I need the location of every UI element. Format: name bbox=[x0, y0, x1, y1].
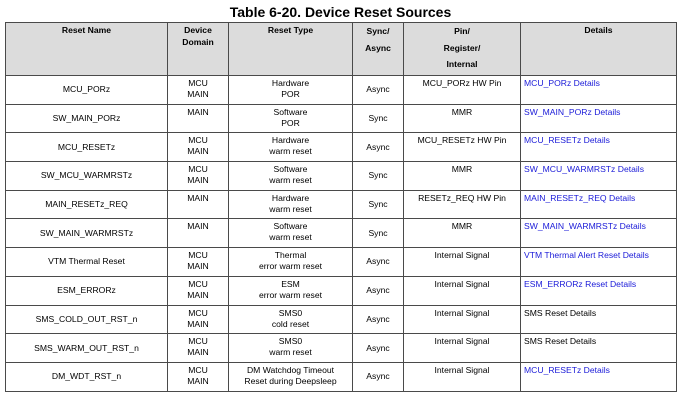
pin-register-cell: MCU_RESETz HW Pin bbox=[404, 133, 521, 162]
details-link[interactable]: VTM Thermal Alert Reset Details bbox=[524, 250, 649, 261]
reset-name-cell: MCU_PORz bbox=[6, 76, 168, 105]
sync-async-cell: Sync bbox=[353, 162, 404, 191]
device-domain-line: MAIN bbox=[187, 375, 209, 386]
device-domain-cell bbox=[168, 334, 229, 363]
details-link[interactable]: MAIN_RESETz_REQ Details bbox=[524, 192, 636, 203]
pin-register-cell: Internal Signal bbox=[404, 334, 521, 363]
device-domain-cell bbox=[168, 76, 229, 105]
device-domain-line: MAIN bbox=[187, 175, 209, 186]
reset-type-line: Thermal bbox=[274, 250, 307, 261]
reset-type-line: SMS0 bbox=[278, 336, 303, 347]
device-domain-line: MCU bbox=[188, 164, 208, 175]
sync-async-cell: Sync bbox=[353, 190, 404, 219]
pin-register-cell: Internal Signal bbox=[404, 248, 521, 277]
reset-type-line: warm reset bbox=[269, 203, 312, 214]
details-cell bbox=[521, 219, 677, 248]
reset-type-line: cold reset bbox=[271, 318, 310, 329]
reset-type-line: POR bbox=[281, 89, 300, 99]
reset-type-cell bbox=[229, 219, 353, 248]
device-domain-cell bbox=[168, 219, 229, 248]
header-sync-line: Async bbox=[365, 42, 391, 53]
device-domain-cell bbox=[168, 190, 229, 219]
reset-name-cell: MAIN_RESETz_REQ bbox=[6, 190, 168, 219]
details-link[interactable]: SW_MAIN_WARMRSTz Details bbox=[524, 221, 646, 232]
details-link[interactable]: MCU_RESETz Details bbox=[524, 364, 610, 375]
header-domain-line: Device bbox=[184, 25, 212, 35]
reset-type-cell bbox=[229, 334, 353, 363]
reset-name-cell: MCU_RESETz bbox=[6, 133, 168, 162]
reset-type-cell bbox=[229, 76, 353, 105]
details-link[interactable]: MCU_PORz Details bbox=[524, 78, 600, 88]
table-row bbox=[6, 276, 677, 305]
details-text: SMS Reset Details bbox=[524, 336, 597, 347]
pin-register-cell: MCU_PORz HW Pin bbox=[404, 76, 521, 105]
header-device-domain bbox=[168, 23, 229, 76]
header-pin-register-internal bbox=[404, 23, 521, 76]
details-cell bbox=[521, 133, 677, 162]
reset-name-cell: SW_MAIN_PORz bbox=[6, 104, 168, 133]
reset-type-cell bbox=[229, 362, 353, 391]
device-domain-cell bbox=[168, 276, 229, 305]
reset-name-cell: SW_MCU_WARMRSTz bbox=[6, 162, 168, 191]
details-cell bbox=[521, 248, 677, 277]
reset-type-cell bbox=[229, 190, 353, 219]
reset-name-cell: DM_WDT_RST_n bbox=[6, 362, 168, 391]
reset-type-line: ESM bbox=[281, 278, 300, 289]
sync-async-cell: Async bbox=[353, 305, 404, 334]
reset-type-line: error warm reset bbox=[258, 261, 323, 272]
reset-name-cell: ESM_ERRORz bbox=[6, 276, 168, 305]
pin-register-cell: Internal Signal bbox=[404, 362, 521, 391]
reset-type-line: DM Watchdog Timeout bbox=[246, 364, 335, 375]
reset-type-line: Software bbox=[273, 221, 308, 232]
sync-async-cell: Sync bbox=[353, 104, 404, 133]
pin-register-cell: Internal Signal bbox=[404, 305, 521, 334]
pin-register-cell: MMR bbox=[404, 104, 521, 133]
reset-type-cell bbox=[229, 276, 353, 305]
table-row bbox=[6, 334, 677, 363]
pin-register-cell: MMR bbox=[404, 219, 521, 248]
sync-async-cell: Async bbox=[353, 248, 404, 277]
device-domain-line: MAIN bbox=[187, 146, 209, 157]
reset-name-cell: SMS_COLD_OUT_RST_n bbox=[6, 305, 168, 334]
device-domain-line: MAIN bbox=[187, 261, 209, 272]
pin-register-cell: Internal Signal bbox=[404, 276, 521, 305]
table-row bbox=[6, 248, 677, 277]
reset-type-line: Hardware bbox=[271, 78, 310, 88]
details-link[interactable]: SW_MCU_WARMRSTz Details bbox=[524, 164, 645, 175]
device-domain-cell bbox=[168, 162, 229, 191]
reset-type-line: warm reset bbox=[269, 232, 312, 243]
reset-sources-table bbox=[5, 22, 677, 392]
reset-name-cell: VTM Thermal Reset bbox=[6, 248, 168, 277]
details-cell bbox=[521, 362, 677, 391]
reset-type-line: warm reset bbox=[269, 146, 312, 157]
device-domain-line: MCU bbox=[188, 78, 208, 88]
header-pin-line: Register/ bbox=[443, 42, 481, 53]
reset-type-line: Software bbox=[273, 164, 308, 175]
sync-async-cell: Async bbox=[353, 76, 404, 105]
reset-type-line: Software bbox=[273, 106, 308, 117]
details-link[interactable]: ESM_ERRORz Reset Details bbox=[524, 278, 637, 289]
reset-type-line: Hardware bbox=[271, 135, 310, 146]
device-domain-line: MAIN bbox=[187, 106, 209, 117]
details-cell bbox=[521, 162, 677, 191]
sync-async-cell: Async bbox=[353, 334, 404, 363]
device-domain-line: MAIN bbox=[187, 289, 209, 300]
reset-type-cell bbox=[229, 305, 353, 334]
device-domain-cell bbox=[168, 104, 229, 133]
reset-name-cell: SW_MAIN_WARMRSTz bbox=[6, 219, 168, 248]
table-row bbox=[6, 190, 677, 219]
device-domain-cell bbox=[168, 248, 229, 277]
pin-register-cell: RESETz_REQ HW Pin bbox=[404, 190, 521, 219]
details-link[interactable]: MCU_RESETz Details bbox=[524, 135, 610, 146]
details-cell bbox=[521, 76, 677, 105]
sync-async-cell: Async bbox=[353, 133, 404, 162]
details-cell bbox=[521, 305, 677, 334]
header-sync-async bbox=[353, 23, 404, 76]
header-details: Details bbox=[521, 23, 677, 76]
sync-async-cell: Async bbox=[353, 276, 404, 305]
device-domain-line: MCU bbox=[188, 307, 208, 318]
reset-type-line: warm reset bbox=[269, 347, 312, 358]
table-row bbox=[6, 76, 677, 105]
device-domain-cell bbox=[168, 362, 229, 391]
table-row bbox=[6, 219, 677, 248]
device-domain-line: MCU bbox=[188, 135, 208, 146]
reset-type-line: warm reset bbox=[269, 175, 312, 186]
header-domain-line: Domain bbox=[182, 36, 214, 47]
device-domain-line: MCU bbox=[188, 250, 208, 261]
device-domain-line: MAIN bbox=[187, 89, 209, 99]
table-row bbox=[6, 162, 677, 191]
device-domain-line: MAIN bbox=[187, 318, 209, 329]
device-domain-line: MAIN bbox=[187, 347, 209, 358]
details-text: SMS Reset Details bbox=[524, 307, 597, 318]
pin-register-cell: MMR bbox=[404, 162, 521, 191]
table-row bbox=[6, 305, 677, 334]
table-row bbox=[6, 362, 677, 391]
device-domain-cell bbox=[168, 305, 229, 334]
reset-type-cell bbox=[229, 248, 353, 277]
device-domain-line: MCU bbox=[188, 336, 208, 347]
header-pin-line: Pin/ bbox=[454, 26, 470, 36]
table-row bbox=[6, 104, 677, 133]
reset-type-line: error warm reset bbox=[258, 289, 323, 300]
device-domain-line: MCU bbox=[188, 364, 208, 375]
details-cell bbox=[521, 276, 677, 305]
sync-async-cell: Async bbox=[353, 362, 404, 391]
details-cell bbox=[521, 190, 677, 219]
reset-type-line: SMS0 bbox=[278, 307, 303, 318]
table-title: Table 6-20. Device Reset Sources bbox=[229, 4, 452, 20]
details-cell bbox=[521, 104, 677, 133]
reset-name-cell: SMS_WARM_OUT_RST_n bbox=[6, 334, 168, 363]
device-domain-line: MCU bbox=[188, 278, 208, 289]
header-sync-line: Sync/ bbox=[366, 26, 390, 36]
reset-type-line: Hardware bbox=[271, 192, 310, 203]
details-cell bbox=[521, 334, 677, 363]
reset-type-line: POR bbox=[281, 117, 300, 128]
header-reset-name: Reset Name bbox=[6, 23, 168, 76]
table-row bbox=[6, 133, 677, 162]
header-reset-type: Reset Type bbox=[229, 23, 353, 76]
device-domain-cell bbox=[168, 133, 229, 162]
header-row bbox=[6, 23, 677, 76]
device-domain-line: MAIN bbox=[187, 192, 209, 203]
details-link[interactable]: SW_MAIN_PORz Details bbox=[524, 106, 621, 117]
device-domain-line: MAIN bbox=[187, 221, 209, 232]
sync-async-cell: Sync bbox=[353, 219, 404, 248]
reset-type-cell bbox=[229, 133, 353, 162]
reset-type-cell bbox=[229, 104, 353, 133]
reset-type-line: Reset during Deepsleep bbox=[244, 375, 337, 386]
table-body bbox=[6, 76, 677, 392]
reset-type-cell bbox=[229, 162, 353, 191]
header-pin-line: Internal bbox=[446, 59, 478, 69]
